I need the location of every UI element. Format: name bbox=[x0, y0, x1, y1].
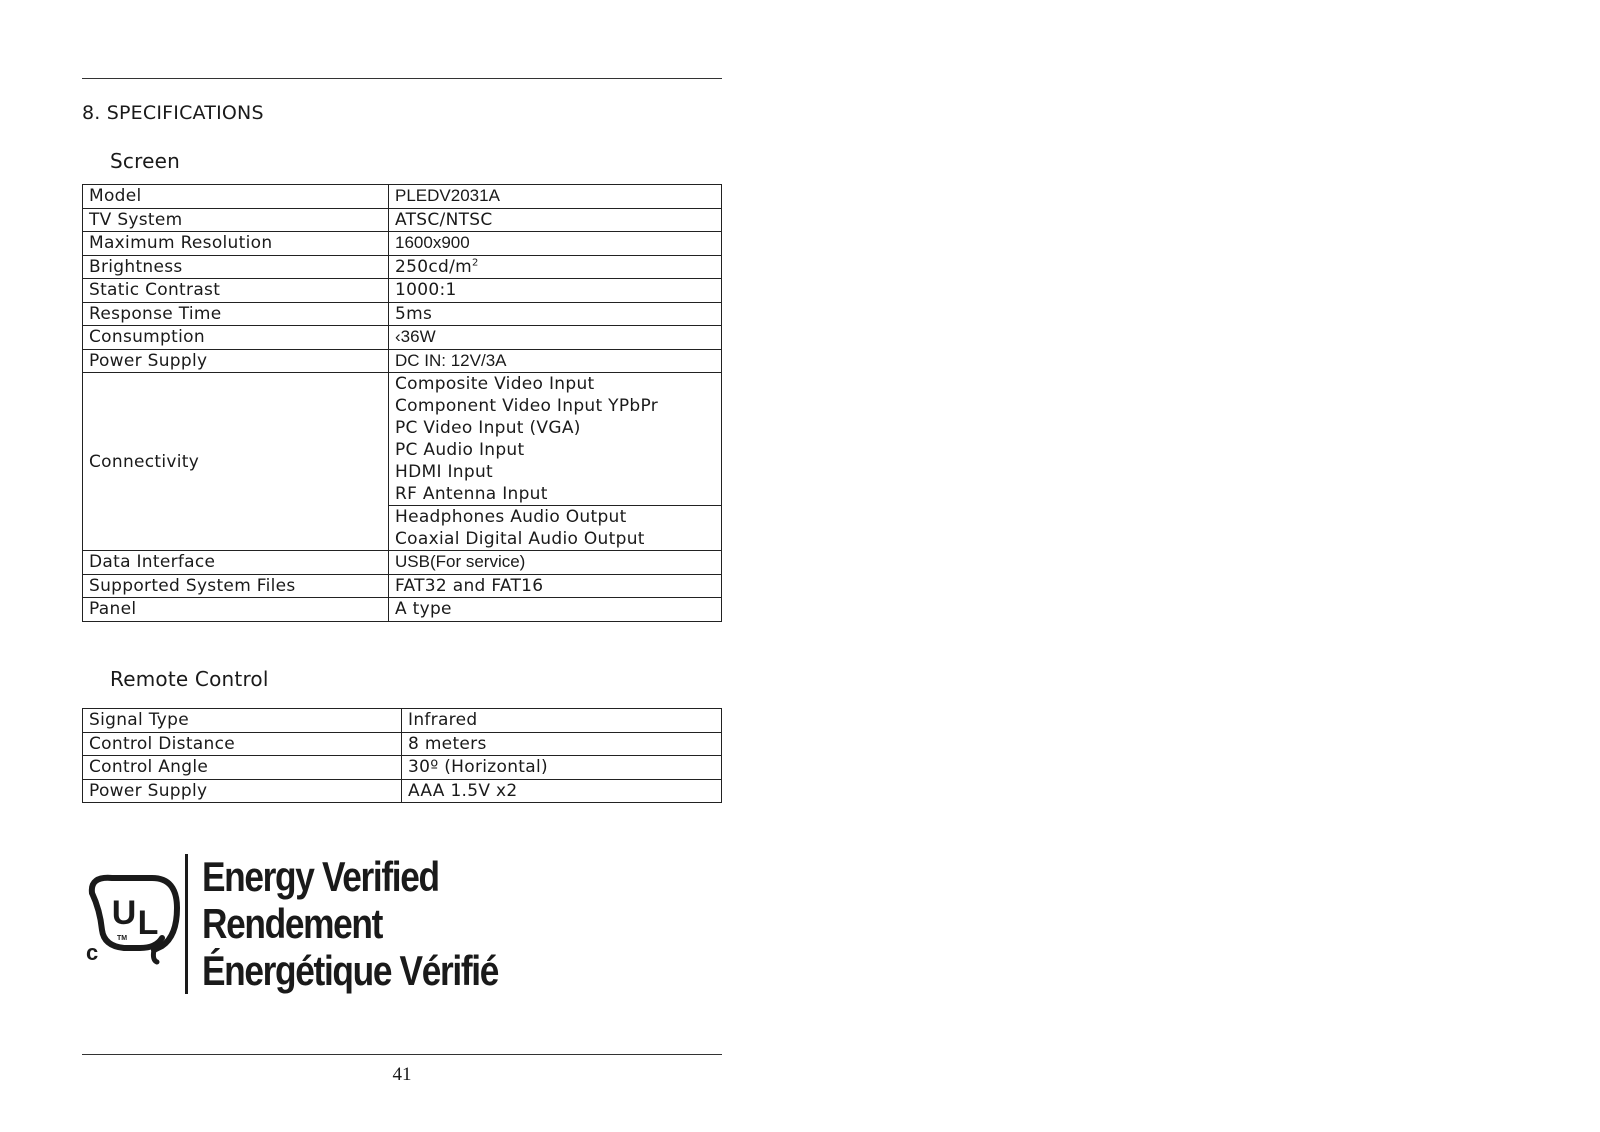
table-row bbox=[83, 598, 722, 622]
ul-letter-l: L bbox=[137, 904, 159, 942]
page-number: 41 bbox=[392, 1064, 412, 1085]
superscript: 2 bbox=[471, 257, 479, 269]
table-row bbox=[83, 349, 722, 373]
spec-value: PLEDV2031A bbox=[389, 185, 722, 209]
table-row bbox=[83, 373, 722, 506]
logo-divider bbox=[185, 854, 188, 994]
spec-label: Supported System Files bbox=[83, 574, 389, 598]
list-item: Headphones Audio Output bbox=[395, 507, 627, 527]
list-item: Composite Video Input bbox=[395, 374, 595, 394]
table-row bbox=[83, 756, 722, 780]
spec-label: Maximum Resolution bbox=[83, 232, 389, 256]
spec-value: USB(For service) bbox=[389, 551, 722, 575]
spec-value: 5ms bbox=[389, 302, 722, 326]
spec-label: Connectivity bbox=[83, 373, 389, 551]
top-rule bbox=[82, 78, 722, 79]
remote-spec-table bbox=[82, 708, 722, 803]
table-row bbox=[83, 232, 722, 256]
ul-letter-u: U bbox=[111, 894, 137, 932]
spec-label: TV System bbox=[83, 208, 389, 232]
energy-line-3: Énergétique Vérifié bbox=[202, 947, 499, 994]
spec-label: Control Angle bbox=[83, 756, 402, 780]
list-item: Component Video Input YPbPr bbox=[395, 396, 659, 416]
spec-label: Control Distance bbox=[83, 732, 402, 756]
table-row bbox=[83, 279, 722, 303]
list-item: Coaxial Digital Audio Output bbox=[395, 529, 645, 549]
bottom-rule bbox=[82, 1054, 722, 1055]
spec-value: DC IN: 12V/3A bbox=[389, 349, 722, 373]
table-row bbox=[83, 255, 722, 279]
spec-label: Brightness bbox=[83, 255, 389, 279]
screen-spec-table bbox=[82, 184, 722, 622]
spec-value bbox=[389, 255, 722, 279]
spec-value: A type bbox=[389, 598, 722, 622]
ul-logo-icon bbox=[82, 868, 182, 968]
spec-value: 1600x900 bbox=[389, 232, 722, 256]
remote-control-heading: Remote Control bbox=[110, 667, 269, 691]
spec-label: Panel bbox=[83, 598, 389, 622]
spec-value: ‹36W bbox=[389, 326, 722, 350]
table-row bbox=[83, 185, 722, 209]
spec-value: 1000:1 bbox=[389, 279, 722, 303]
table-row bbox=[83, 709, 722, 733]
spec-value: ATSC/NTSC bbox=[389, 208, 722, 232]
spec-label: Model bbox=[83, 185, 389, 209]
table-row bbox=[83, 208, 722, 232]
table-row bbox=[83, 326, 722, 350]
spec-value: AAA 1.5V x2 bbox=[402, 779, 722, 803]
spec-value: 8 meters bbox=[402, 732, 722, 756]
connectivity-outputs bbox=[389, 506, 722, 551]
spec-label: Data Interface bbox=[83, 551, 389, 575]
energy-line-1: Energy Verified bbox=[202, 853, 439, 900]
table-row bbox=[83, 574, 722, 598]
brightness-value: 250cd/m bbox=[395, 256, 472, 277]
energy-verified-text bbox=[202, 853, 498, 994]
spec-label: Signal Type bbox=[83, 709, 402, 733]
spec-label: Response Time bbox=[83, 302, 389, 326]
spec-label: Power Supply bbox=[83, 349, 389, 373]
list-item: PC Audio Input bbox=[395, 440, 525, 460]
table-row bbox=[83, 551, 722, 575]
trademark-symbol: TM bbox=[116, 935, 128, 942]
table-row bbox=[83, 302, 722, 326]
spec-value: Infrared bbox=[402, 709, 722, 733]
connectivity-inputs bbox=[389, 373, 722, 506]
section-heading: 8. SPECIFICATIONS bbox=[82, 102, 264, 124]
spec-label: Power Supply bbox=[83, 779, 402, 803]
spec-label: Static Contrast bbox=[83, 279, 389, 303]
table-row bbox=[83, 732, 722, 756]
table-row bbox=[83, 779, 722, 803]
list-item: PC Video Input (VGA) bbox=[395, 418, 581, 438]
ul-country-c: c bbox=[86, 940, 99, 965]
spec-label: Consumption bbox=[83, 326, 389, 350]
energy-line-2: Rendement bbox=[202, 900, 383, 947]
screen-heading: Screen bbox=[110, 149, 180, 173]
spec-value: 30º (Horizontal) bbox=[402, 756, 722, 780]
list-item: HDMI Input bbox=[395, 462, 493, 482]
spec-value: FAT32 and FAT16 bbox=[389, 574, 722, 598]
list-item: RF Antenna Input bbox=[395, 484, 548, 504]
